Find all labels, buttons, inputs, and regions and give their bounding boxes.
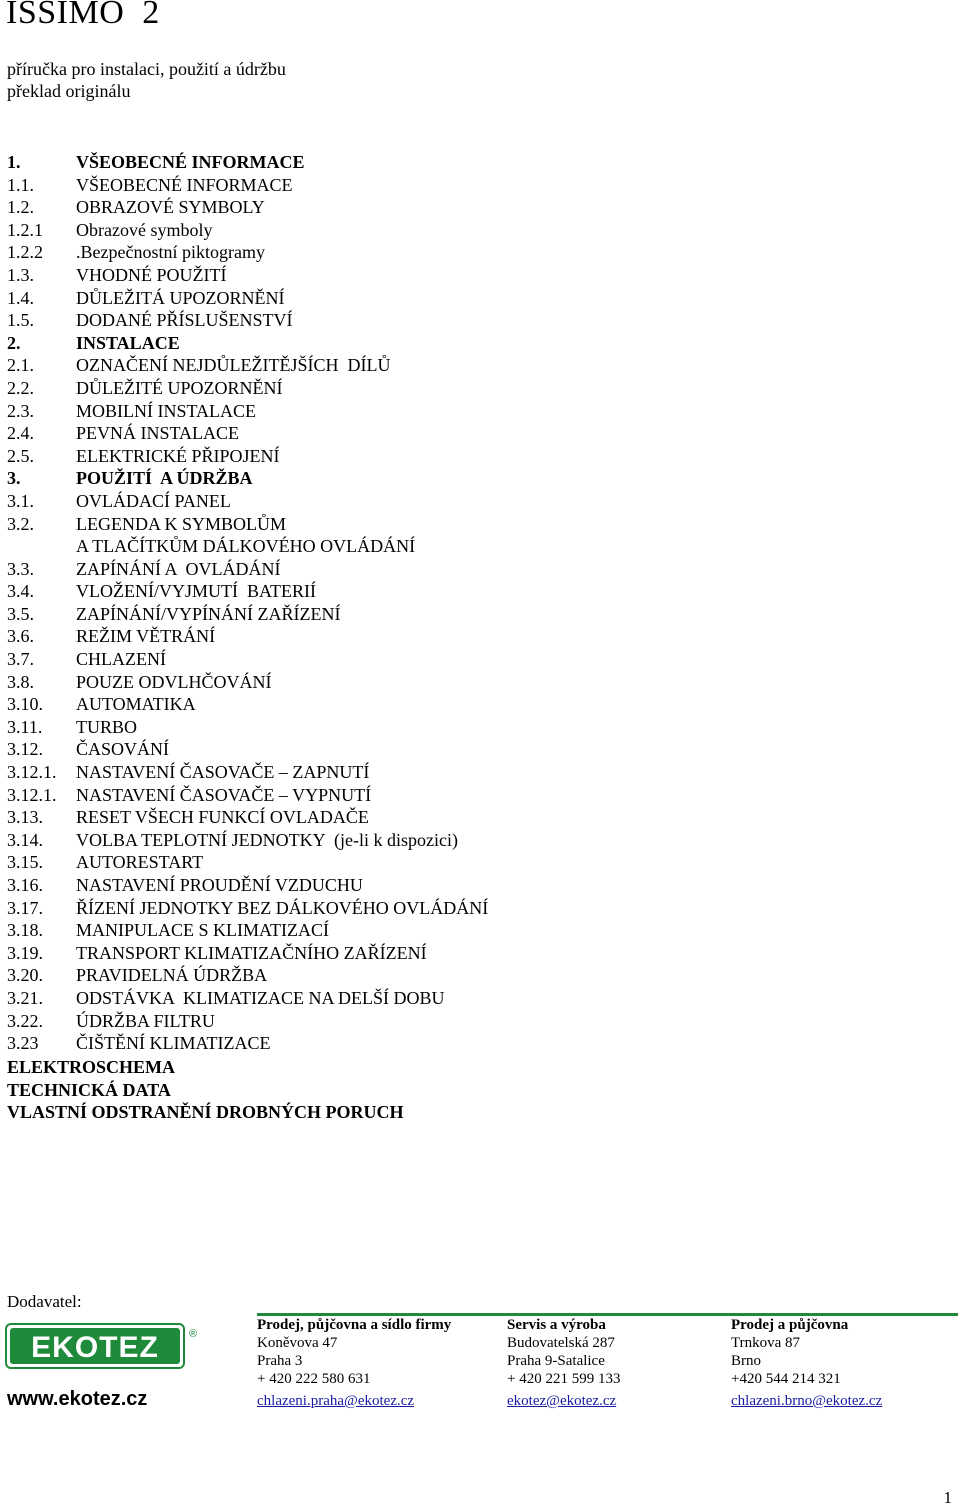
toc-number: 3.19. — [7, 942, 43, 963]
toc-entry — [7, 377, 947, 400]
toc-entry — [7, 919, 947, 942]
toc-entry — [7, 490, 947, 513]
toc-entry — [7, 354, 947, 377]
toc-entry — [7, 1010, 947, 1033]
toc-entry — [7, 580, 947, 603]
toc-entry — [7, 671, 947, 694]
toc-number: 3.1. — [7, 490, 34, 511]
toc-number: 1. — [7, 152, 21, 172]
toc-entry — [7, 535, 947, 558]
page-number: 1 — [943, 1488, 952, 1507]
toc-number: 3.4. — [7, 581, 34, 602]
toc-title: LEGENDA K SYMBOLŮM — [76, 513, 287, 534]
toc-title: ZAPÍNÁNÍ/VYPÍNÁNÍ ZAŘÍZENÍ — [76, 603, 341, 624]
toc-title: DŮLEŽITÁ UPOZORNĚNÍ — [76, 287, 285, 308]
toc-title: VHODNÉ POUŽITÍ — [76, 264, 227, 285]
toc-entry — [7, 716, 947, 739]
toc-number: 3.23 — [7, 1033, 39, 1054]
toc-title: ELEKTRICKÉ PŘIPOJENÍ — [76, 445, 280, 466]
toc-title: TURBO — [76, 716, 138, 737]
column-street: Trnkova 87 — [731, 1335, 801, 1351]
toc-number: 3.15. — [7, 852, 43, 873]
column-phone: + 420 222 580 631 — [257, 1371, 371, 1387]
column-email-link[interactable]: chlazeni.praha@ekotez.cz — [257, 1393, 415, 1409]
toc-number: 1.2. — [7, 197, 34, 218]
column-email-link[interactable]: ekotez@ekotez.cz — [507, 1393, 617, 1409]
toc-entry — [7, 851, 947, 874]
toc-title: DODANÉ PŘÍSLUŠENSTVÍ — [76, 310, 293, 331]
toc-title: ÚDRŽBA FILTRU — [76, 1010, 215, 1031]
column-heading: Servis a výroba — [507, 1317, 606, 1333]
column-heading: Prodej a půjčovna — [731, 1317, 849, 1333]
toc-title: NASTAVENÍ ČASOVAČE – VYPNUTÍ — [76, 784, 372, 805]
toc-entry — [7, 309, 947, 332]
toc-title: ZAPÍNÁNÍ A OVLÁDÁNÍ — [76, 558, 281, 579]
table-of-contents — [7, 151, 947, 1055]
toc-number: 3.8. — [7, 671, 34, 692]
toc-number: 1.2.1 — [7, 219, 43, 240]
toc-entry — [7, 987, 947, 1010]
toc-entry — [7, 806, 947, 829]
toc-entry — [7, 332, 947, 355]
toc-number: 3.12.1. — [7, 762, 57, 783]
toc-title: ČASOVÁNÍ — [76, 739, 170, 760]
toc-entry — [7, 174, 947, 197]
toc-entry — [7, 219, 947, 242]
toc-entry — [7, 761, 947, 784]
toc-number: 3.12.1. — [7, 784, 57, 805]
website-link[interactable]: www.ekotez.cz — [7, 1388, 148, 1410]
toc-title: TRANSPORT KLIMATIZAČNÍHO ZAŘÍZENÍ — [76, 942, 427, 963]
toc-number: 3.6. — [7, 626, 34, 647]
toc-entry — [7, 625, 947, 648]
toc-title: A TLAČÍTKŮM DÁLKOVÉHO OVLÁDÁNÍ — [76, 536, 416, 557]
toc-number: 2.1. — [7, 355, 34, 376]
toc-number: 3.20. — [7, 965, 43, 986]
toc-number: 3.18. — [7, 920, 43, 941]
toc-number: 2.2. — [7, 377, 34, 398]
toc-title: ČIŠTĚNÍ KLIMATIZACE — [76, 1033, 271, 1054]
toc-number: 3.14. — [7, 829, 43, 850]
toc-title: VOLBA TEPLOTNÍ JEDNOTKY (je-li k dispozici) — [76, 829, 458, 850]
toc-title: INSTALACE — [76, 332, 180, 353]
toc-title: ODSTÁVKA KLIMATIZACE NA DELŠÍ DOBU — [76, 987, 445, 1008]
toc-title: Obrazové symboly — [76, 219, 213, 240]
toc-entry — [7, 693, 947, 716]
toc-entry — [7, 738, 947, 761]
toc-number: 2.4. — [7, 423, 34, 444]
toc-entry — [7, 467, 947, 490]
toc-title: VŠEOBECNÉ INFORMACE — [76, 174, 293, 195]
footer-column-brno — [731, 1316, 882, 1410]
toc-number: 2.5. — [7, 445, 34, 466]
toc-title: AUTOMATIKA — [76, 694, 196, 715]
toc-number: 3.12. — [7, 739, 43, 760]
toc-title: NASTAVENÍ ČASOVAČE – ZAPNUTÍ — [76, 762, 370, 783]
toc-title: CHLAZENÍ — [76, 649, 166, 670]
toc-entry — [7, 196, 947, 219]
registered-mark: ® — [188, 1328, 198, 1340]
toc-entry — [7, 422, 947, 445]
toc-entry — [7, 1032, 947, 1055]
toc-title: VŠEOBECNÉ INFORMACE — [76, 152, 305, 172]
toc-entry — [7, 964, 947, 987]
toc-entry — [7, 784, 947, 807]
toc-number: 3.7. — [7, 649, 34, 670]
toc-entry — [7, 241, 947, 264]
column-email-link[interactable]: chlazeni.brno@ekotez.cz — [731, 1393, 883, 1409]
column-city: Brno — [731, 1353, 761, 1369]
toc-entry — [7, 264, 947, 287]
ekotez-logo — [5, 1323, 201, 1376]
toc-number: 3.11. — [7, 716, 43, 737]
toc-number: 2.3. — [7, 400, 34, 421]
document-title: ISSIMO 2 — [6, 0, 160, 31]
toc-number: 1.3. — [7, 264, 34, 285]
toc-entry — [7, 897, 947, 920]
toc-entry — [7, 558, 947, 581]
toc-number: 3.21. — [7, 987, 43, 1008]
section-technical-data: TECHNICKÁ DATA — [7, 1080, 171, 1100]
toc-title: POUŽITÍ A ÚDRŽBA — [76, 468, 253, 489]
toc-number: 3.10. — [7, 694, 43, 715]
toc-entry — [7, 874, 947, 897]
toc-title: VLOŽENÍ/VYJMUTÍ BATERIÍ — [76, 581, 316, 602]
logo-text: EKOTEZ — [31, 1331, 159, 1364]
toc-title: POUZE ODVLHČOVÁNÍ — [76, 671, 272, 692]
column-city: Praha 9-Satalice — [507, 1353, 605, 1369]
column-phone: + 420 221 599 133 — [507, 1371, 621, 1387]
toc-number: 3.22. — [7, 1010, 43, 1031]
toc-number: 1.1. — [7, 174, 34, 195]
toc-number: 3. — [7, 468, 21, 489]
toc-title: MANIPULACE S KLIMATIZACÍ — [76, 920, 329, 941]
column-phone: +420 544 214 321 — [731, 1371, 841, 1387]
section-electro-schema: ELEKTROSCHEMA — [7, 1057, 176, 1077]
column-street: Koněvova 47 — [257, 1335, 338, 1351]
toc-entry — [7, 603, 947, 626]
column-street: Budovatelská 287 — [507, 1335, 615, 1351]
toc-title: DŮLEŽITÉ UPOZORNĚNÍ — [76, 377, 283, 398]
toc-entry — [7, 942, 947, 965]
toc-title: .Bezpečnostní piktogramy — [76, 242, 265, 263]
column-heading: Prodej, půjčovna a sídlo firmy — [257, 1317, 452, 1333]
toc-title: MOBILNÍ INSTALACE — [76, 400, 257, 421]
toc-title: OVLÁDACÍ PANEL — [76, 490, 231, 511]
toc-title: PEVNÁ INSTALACE — [76, 423, 240, 444]
toc-title: RESET VŠECH FUNKCÍ OVLADAČE — [76, 807, 369, 828]
toc-entry — [7, 287, 947, 310]
toc-number: 1.5. — [7, 310, 34, 331]
supplier-label: Dodavatel: — [7, 1292, 82, 1311]
toc-entry — [7, 513, 947, 536]
toc-number: 1.2.2 — [7, 242, 43, 263]
toc-entry — [7, 648, 947, 671]
toc-title: NASTAVENÍ PROUDĚNÍ VZDUCHU — [76, 875, 363, 895]
toc-title: AUTORESTART — [76, 852, 204, 873]
toc-number — [7, 535, 76, 558]
toc-entry — [7, 445, 947, 468]
toc-entry — [7, 829, 947, 852]
toc-title: ŘÍZENÍ JEDNOTKY BEZ DÁLKOVÉHO OVLÁDÁNÍ — [76, 897, 489, 918]
toc-number: 3.16. — [7, 875, 43, 895]
subtitle-line: příručka pro instalaci, použití a údržbu — [7, 59, 286, 79]
footer-column-praha-3 — [257, 1316, 451, 1410]
toc-title: PRAVIDELNÁ ÚDRŽBA — [76, 965, 268, 986]
toc-number: 3.13. — [7, 807, 43, 828]
toc-title: REŽIM VĚTRÁNÍ — [76, 626, 216, 647]
toc-number: 3.17. — [7, 897, 43, 918]
toc-title: OZNAČENÍ NEJDŮLEŽITĚJŠÍCH DÍLŮ — [76, 355, 391, 376]
toc-entry — [7, 151, 947, 174]
toc-number: 1.4. — [7, 287, 34, 308]
toc-number: 3.3. — [7, 558, 34, 579]
subtitle-line: překlad originálu — [7, 81, 131, 101]
section-troubleshooting: VLASTNÍ ODSTRANĚNÍ DROBNÝCH PORUCH — [7, 1102, 404, 1122]
toc-number: 3.5. — [7, 603, 34, 624]
footer-column-satalice — [507, 1316, 620, 1410]
toc-entry — [7, 400, 947, 423]
toc-title: OBRAZOVÉ SYMBOLY — [76, 197, 265, 218]
toc-number: 3.2. — [7, 513, 34, 534]
column-city: Praha 3 — [257, 1353, 303, 1369]
toc-number: 2. — [7, 332, 21, 353]
